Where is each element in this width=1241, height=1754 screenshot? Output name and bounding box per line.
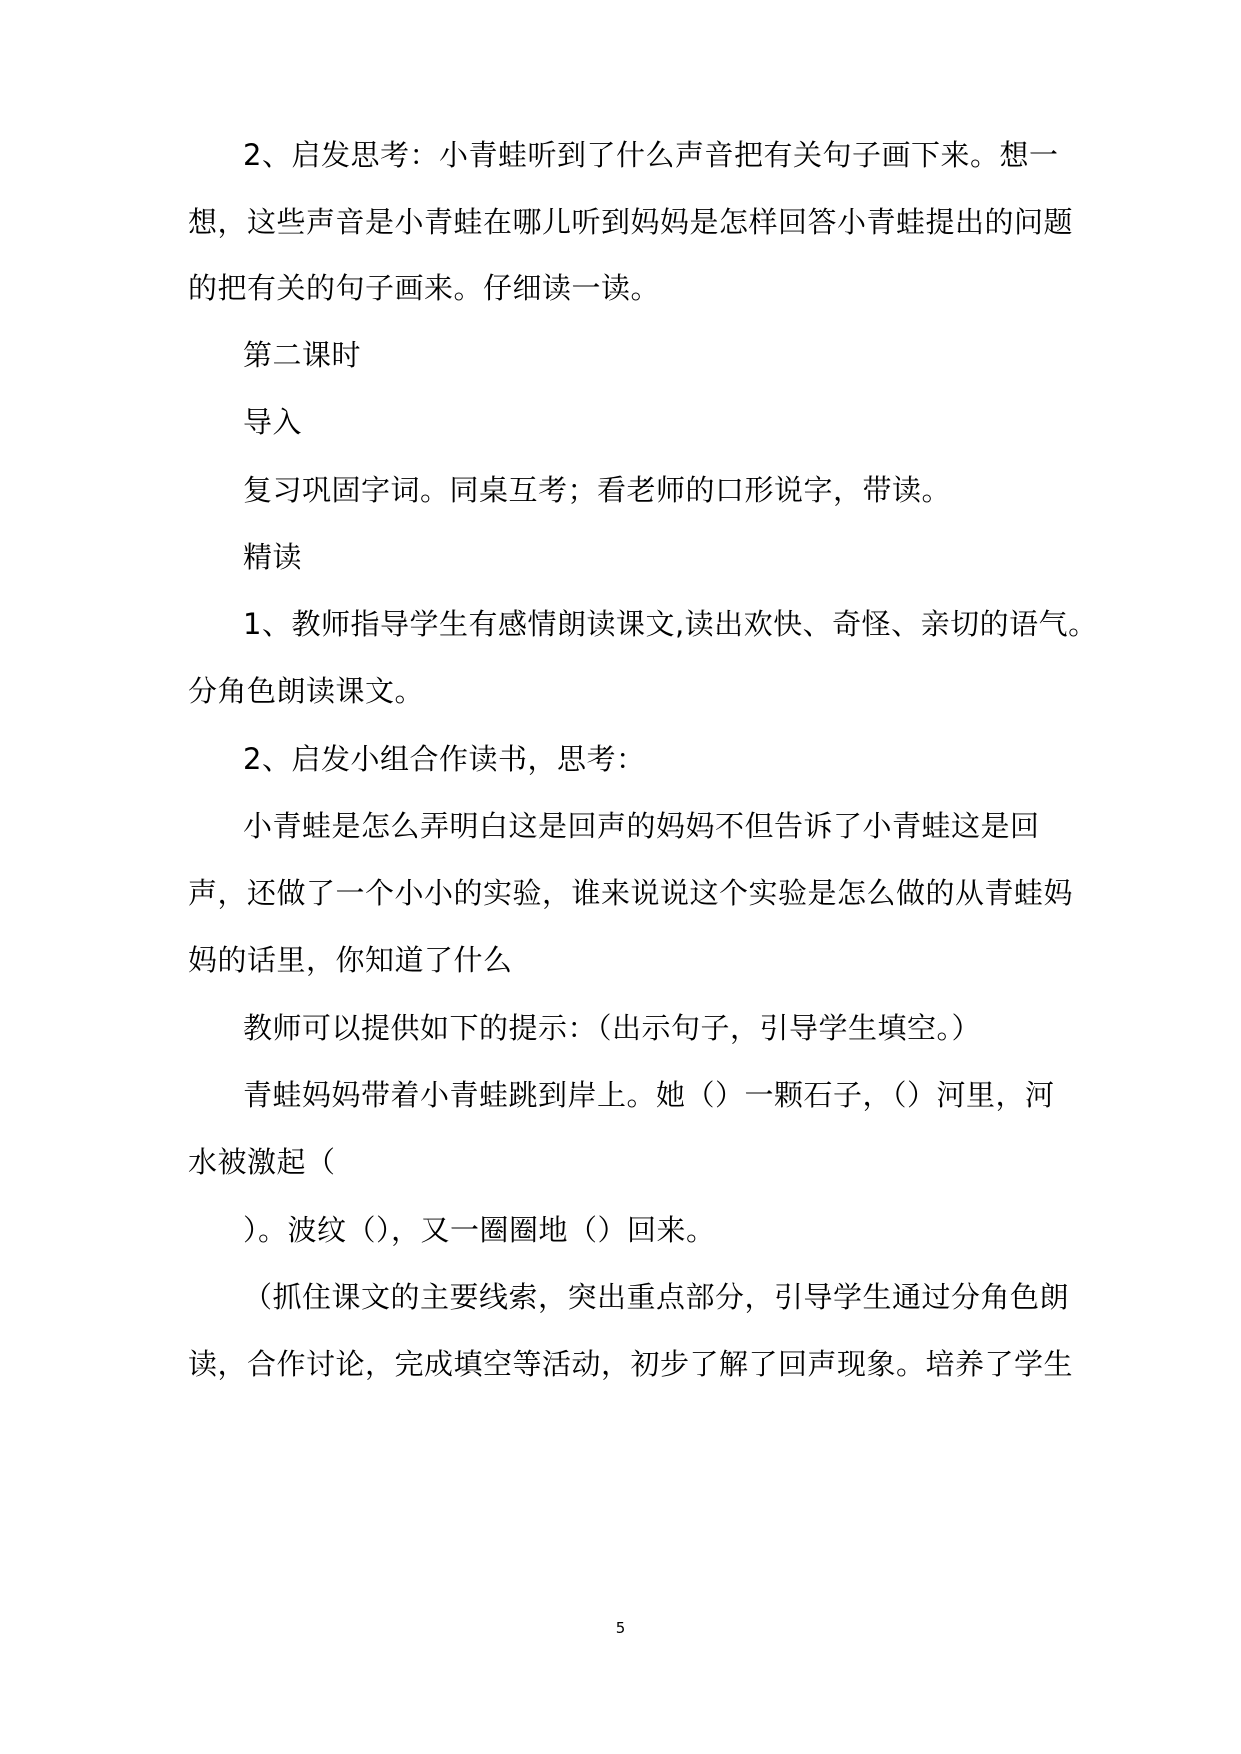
- paragraph-step1-line-1: 1、教师指导学生有感情朗读课文,读出欢快、奇怪、亲切的语气。: [243, 607, 1098, 641]
- paragraph-1-line-2: 想，这些声音是小青蛙在哪儿听到妈妈是怎样回答小青蛙提出的问题: [188, 205, 1074, 239]
- paragraph-question-line-2: 声，还做了一个小小的实验，谁来说说这个实验是怎么做的从青蛙妈: [188, 876, 1074, 910]
- paragraph-1-line-1: 2、启发思考：小青蛙听到了什么声音把有关句子画下来。想一: [243, 138, 1059, 172]
- paragraph-question-line-1: 小青蛙是怎么弄明白这是回声的妈妈不但告诉了小青蛙这是回: [243, 809, 1040, 843]
- paragraph-step2: 2、启发小组合作读书，思考：: [243, 742, 646, 776]
- paragraph-hint: 教师可以提供如下的提示：（出示句子，引导学生填空。）: [243, 1011, 982, 1045]
- section-heading-intensive-reading: 精读: [243, 540, 303, 574]
- paragraph-review: 复习巩固字词。同桌互考；看老师的口形说字，带读。: [243, 473, 952, 507]
- section-heading-introduction: 导入: [243, 405, 303, 439]
- page-number: 5: [615, 1619, 626, 1637]
- section-heading-second-lesson: 第二课时: [243, 338, 362, 372]
- paragraph-summary-line-2: 读，合作讨论，完成填空等活动，初步了解了回声现象。培养了学生: [188, 1347, 1074, 1381]
- paragraph-fill-continued: ）。波纹（），又一圈圈地（）回来。: [243, 1213, 716, 1247]
- paragraph-1-line-3: 的把有关的句子画来。仔细读一读。: [188, 271, 661, 305]
- paragraph-question-line-3: 妈的话里，你知道了什么: [188, 943, 513, 977]
- paragraph-fill-line-1: 青蛙妈妈带着小青蛙跳到岸上。她（）一颗石子，（）河里，河: [243, 1078, 1055, 1112]
- paragraph-step1-line-2: 分角色朗读课文。: [188, 674, 425, 708]
- paragraph-fill-line-2: 水被激起（: [188, 1145, 336, 1179]
- paragraph-summary-line-1: （抓住课文的主要线索，突出重点部分，引导学生通过分角色朗: [243, 1280, 1070, 1314]
